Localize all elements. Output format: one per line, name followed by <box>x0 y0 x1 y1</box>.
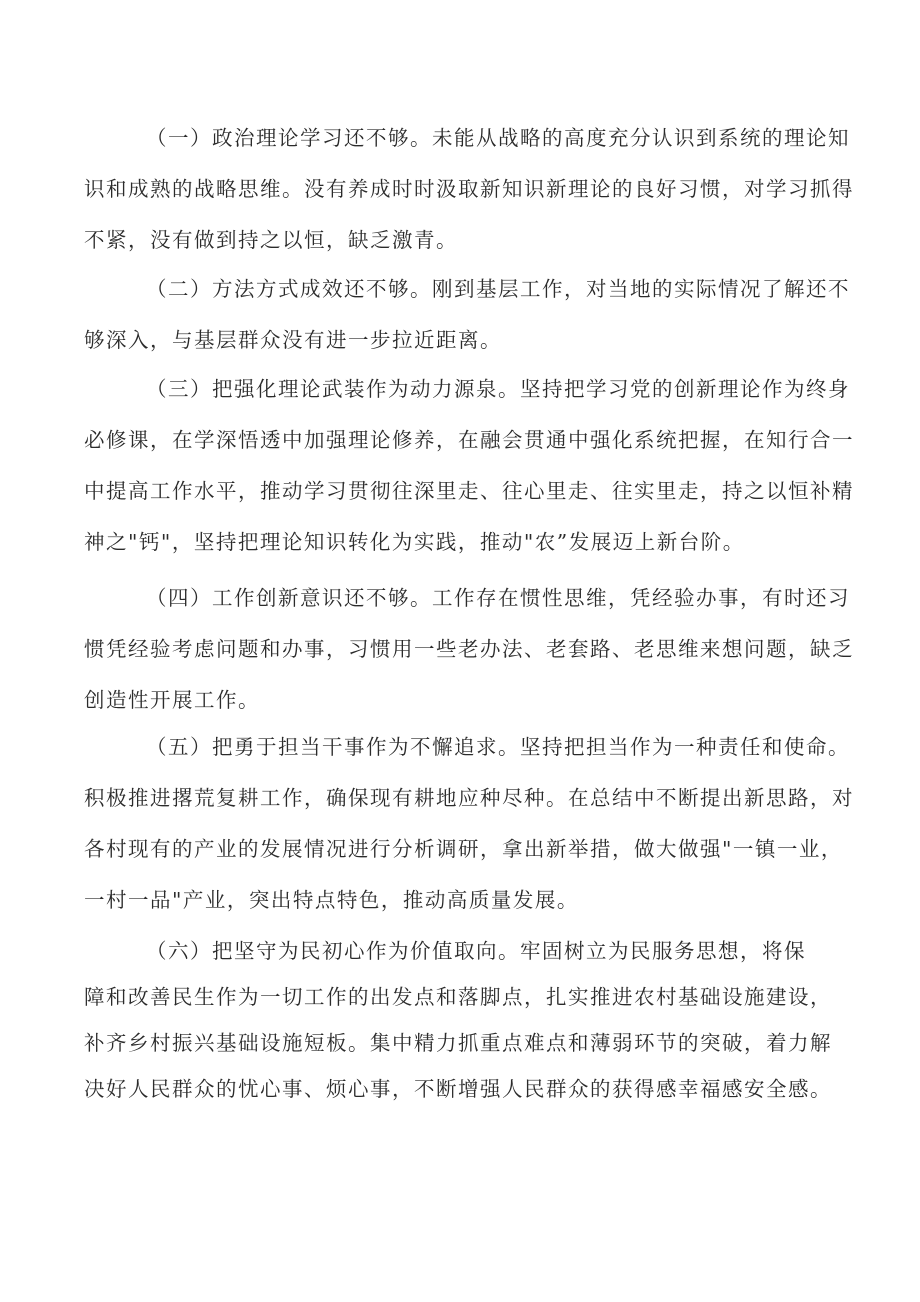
paragraph-innovation-awareness <box>84 573 854 726</box>
paragraph-line: （五）把勇于担当干事作为不懈追求。坚持把担当作为一种责任和使命。 <box>146 735 850 759</box>
paragraph-line: 必修课，在学深悟透中加强理论修养，在融会贯通中强化系统把握，在知行合一 <box>84 428 854 452</box>
paragraph-line: 不紧，没有做到持之以恒，缺乏激青。 <box>84 228 458 252</box>
paragraph-line: 障和改善民生作为一切工作的出发点和落脚点，扎实推进农村基础设施建设， <box>84 985 832 1009</box>
paragraph-line: 一村一品"产业，突出特点特色，推动高质量发展。 <box>84 888 579 912</box>
paragraph-responsibility <box>84 722 854 926</box>
paragraph-line: （六）把坚守为民初心作为价值取向。牢固树立为民服务思想，将保 <box>146 939 806 963</box>
paragraph-line: 各村现有的产业的发展情况进行分析调研，拿出新举措，做大做强"一镇一业， <box>84 837 843 861</box>
paragraph-line: 神之"钙"，坚持把理论知识转化为实践，推动"农”发展迈上新台阶。 <box>84 530 745 554</box>
paragraph-serve-people <box>84 928 844 1112</box>
paragraph-line: 补齐乡村振兴基础设施短板。集中精力抓重点难点和薄弱环节的突破，着力解 <box>84 1031 832 1055</box>
paragraph-line: 够深入，与基层群众没有进一步拉近距离。 <box>84 328 502 352</box>
paragraph-political-theory-study <box>84 113 854 266</box>
paragraph-line: 积极推进撂荒复耕工作，确保现有耕地应种尽种。在总结中不断提出新思路，对 <box>84 786 854 810</box>
paragraph-line: 惯凭经验考虑问题和办事，习惯用一些老办法、老套路、老思维来想问题，缺乏 <box>84 637 854 661</box>
paragraph-line: 识和成熟的战略思维。没有养成时时汲取新知识新理论的良好习惯，对学习抓得 <box>84 177 854 201</box>
paragraph-line: （三）把强化理论武装作为动力源泉。坚持把学习党的创新理论作为终身 <box>146 377 850 401</box>
paragraph-line: 决好人民群众的忧心事、烦心事，不断增强人民群众的获得感幸福感安全感。 <box>84 1077 832 1101</box>
paragraph-line: （一）政治理论学习还不够。未能从战略的高度充分认识到系统的理论知 <box>146 126 850 150</box>
paragraph-theory-armament <box>84 364 854 568</box>
paragraph-line: 中提高工作水平，推动学习贯彻往深里走、往心里走、往实里走，持之以恒补精 <box>84 479 854 503</box>
paragraph-line: （四）工作创新意识还不够。工作存在惯性思维，凭经验办事，有时还习 <box>146 586 850 610</box>
paragraph-line: （二）方法方式成效还不够。刚到基层工作，对当地的实际情况了解还不 <box>146 277 850 301</box>
paragraph-methods-effectiveness <box>84 264 850 366</box>
paragraph-line: 创造性开展工作。 <box>84 688 260 712</box>
